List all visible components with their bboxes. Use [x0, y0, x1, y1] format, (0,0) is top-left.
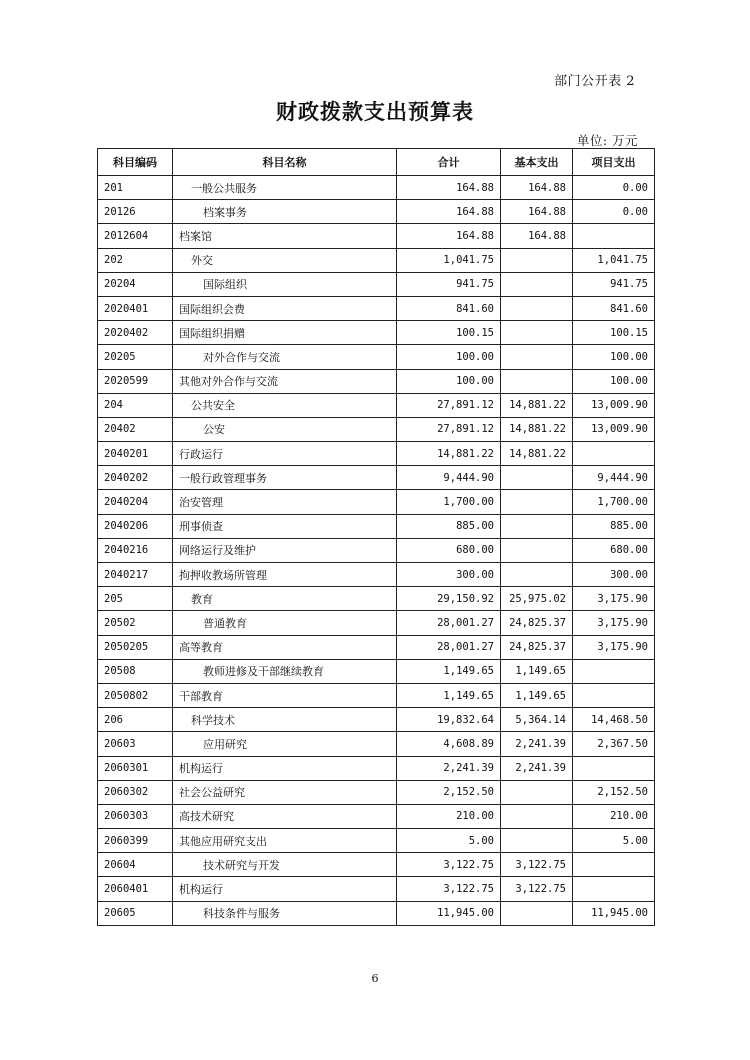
- cell-project: [573, 877, 655, 901]
- cell-total: 164.88: [397, 224, 501, 248]
- cell-name: 机构运行: [173, 756, 397, 780]
- cell-basic: [501, 901, 573, 925]
- cell-total: 841.60: [397, 296, 501, 320]
- cell-basic: [501, 296, 573, 320]
- cell-code: 204: [98, 393, 173, 417]
- cell-basic: 14,881.22: [501, 442, 573, 466]
- cell-project: 680.00: [573, 538, 655, 562]
- cell-basic: [501, 563, 573, 587]
- table-row: [98, 224, 655, 248]
- table-row: [98, 756, 655, 780]
- cell-code: 2040202: [98, 466, 173, 490]
- column-header-project: 项目支出: [573, 149, 655, 176]
- cell-total: 164.88: [397, 176, 501, 200]
- cell-total: 29,150.92: [397, 587, 501, 611]
- cell-code: 202: [98, 248, 173, 272]
- cell-total: 300.00: [397, 563, 501, 587]
- cell-project: [573, 442, 655, 466]
- cell-project: 1,041.75: [573, 248, 655, 272]
- cell-basic: [501, 780, 573, 804]
- cell-name: 拘押收教场所管理: [173, 563, 397, 587]
- cell-code: 2060399: [98, 829, 173, 853]
- table-row: [98, 200, 655, 224]
- cell-total: 1,149.65: [397, 659, 501, 683]
- table-row: [98, 514, 655, 538]
- cell-basic: [501, 369, 573, 393]
- cell-code: 2020402: [98, 321, 173, 345]
- cell-total: 1,149.65: [397, 683, 501, 707]
- cell-name: 高技术研究: [173, 804, 397, 828]
- cell-code: 205: [98, 587, 173, 611]
- cell-code: 2060303: [98, 804, 173, 828]
- cell-project: 5.00: [573, 829, 655, 853]
- table-row: [98, 587, 655, 611]
- cell-basic: [501, 345, 573, 369]
- cell-total: 100.15: [397, 321, 501, 345]
- cell-basic: [501, 272, 573, 296]
- cell-basic: [501, 829, 573, 853]
- cell-basic: 5,364.14: [501, 708, 573, 732]
- cell-name: 行政运行: [173, 442, 397, 466]
- cell-total: 27,891.12: [397, 417, 501, 441]
- cell-basic: 3,122.75: [501, 877, 573, 901]
- cell-basic: 2,241.39: [501, 732, 573, 756]
- table-row: [98, 901, 655, 925]
- cell-total: 28,001.27: [397, 611, 501, 635]
- cell-project: 11,945.00: [573, 901, 655, 925]
- table-row: [98, 538, 655, 562]
- cell-basic: 2,241.39: [501, 756, 573, 780]
- cell-code: 2050205: [98, 635, 173, 659]
- cell-total: 1,700.00: [397, 490, 501, 514]
- table-row: [98, 635, 655, 659]
- cell-project: 841.60: [573, 296, 655, 320]
- cell-project: 210.00: [573, 804, 655, 828]
- table-row: [98, 442, 655, 466]
- page-title: 财政拨款支出预算表: [276, 99, 474, 124]
- cell-total: 885.00: [397, 514, 501, 538]
- cell-name: 社会公益研究: [173, 780, 397, 804]
- cell-basic: [501, 248, 573, 272]
- cell-total: 9,444.90: [397, 466, 501, 490]
- cell-basic: 24,825.37: [501, 611, 573, 635]
- cell-code: 2040206: [98, 514, 173, 538]
- cell-total: 14,881.22: [397, 442, 501, 466]
- table-row: [98, 732, 655, 756]
- table-row: [98, 417, 655, 441]
- cell-name: 教师进修及干部继续教育: [173, 659, 397, 683]
- cell-project: 3,175.90: [573, 587, 655, 611]
- table-header-row: [98, 149, 655, 176]
- cell-basic: 164.88: [501, 224, 573, 248]
- cell-project: 941.75: [573, 272, 655, 296]
- cell-name: 刑事侦查: [173, 514, 397, 538]
- cell-total: 210.00: [397, 804, 501, 828]
- cell-project: 3,175.90: [573, 635, 655, 659]
- cell-total: 28,001.27: [397, 635, 501, 659]
- cell-code: 2040216: [98, 538, 173, 562]
- cell-basic: [501, 490, 573, 514]
- cell-name: 机构运行: [173, 877, 397, 901]
- cell-code: 20204: [98, 272, 173, 296]
- cell-code: 2060302: [98, 780, 173, 804]
- cell-name: 科学技术: [173, 708, 397, 732]
- cell-code: 20126: [98, 200, 173, 224]
- cell-project: 0.00: [573, 176, 655, 200]
- cell-name: 治安管理: [173, 490, 397, 514]
- cell-name: 普通教育: [173, 611, 397, 635]
- cell-project: 3,175.90: [573, 611, 655, 635]
- cell-name: 一般公共服务: [173, 176, 397, 200]
- cell-project: 13,009.90: [573, 417, 655, 441]
- cell-project: 1,700.00: [573, 490, 655, 514]
- cell-code: 2012604: [98, 224, 173, 248]
- table-row: [98, 321, 655, 345]
- table-row: [98, 853, 655, 877]
- cell-code: 2060301: [98, 756, 173, 780]
- cell-basic: [501, 466, 573, 490]
- page-label: 部门公开表 2: [554, 74, 635, 89]
- table-row: [98, 393, 655, 417]
- cell-total: 680.00: [397, 538, 501, 562]
- cell-name: 档案馆: [173, 224, 397, 248]
- table-row: [98, 369, 655, 393]
- table-row: [98, 272, 655, 296]
- cell-basic: 1,149.65: [501, 683, 573, 707]
- cell-total: 11,945.00: [397, 901, 501, 925]
- cell-total: 2,241.39: [397, 756, 501, 780]
- cell-code: 2040217: [98, 563, 173, 587]
- cell-code: 2050802: [98, 683, 173, 707]
- cell-name: 网络运行及维护: [173, 538, 397, 562]
- cell-name: 国际组织会费: [173, 296, 397, 320]
- cell-name: 外交: [173, 248, 397, 272]
- cell-name: 公安: [173, 417, 397, 441]
- table-row: [98, 780, 655, 804]
- cell-total: 100.00: [397, 345, 501, 369]
- cell-code: 2040204: [98, 490, 173, 514]
- cell-basic: 24,825.37: [501, 635, 573, 659]
- table-row: [98, 466, 655, 490]
- cell-name: 干部教育: [173, 683, 397, 707]
- cell-code: 2020599: [98, 369, 173, 393]
- cell-project: 0.00: [573, 200, 655, 224]
- cell-project: [573, 224, 655, 248]
- cell-project: [573, 756, 655, 780]
- cell-name: 技术研究与开发: [173, 853, 397, 877]
- table-row: [98, 659, 655, 683]
- cell-name: 对外合作与交流: [173, 345, 397, 369]
- table-row: [98, 345, 655, 369]
- cell-code: 20502: [98, 611, 173, 635]
- cell-code: 20603: [98, 732, 173, 756]
- table-body: [98, 176, 655, 926]
- table-row: [98, 176, 655, 200]
- cell-name: 应用研究: [173, 732, 397, 756]
- cell-name: 其他对外合作与交流: [173, 369, 397, 393]
- cell-basic: 14,881.22: [501, 417, 573, 441]
- cell-total: 5.00: [397, 829, 501, 853]
- page-number: 6: [371, 972, 379, 985]
- cell-total: 2,152.50: [397, 780, 501, 804]
- cell-basic: 1,149.65: [501, 659, 573, 683]
- cell-name: 其他应用研究支出: [173, 829, 397, 853]
- cell-code: 2040201: [98, 442, 173, 466]
- cell-project: 300.00: [573, 563, 655, 587]
- unit-label: 单位: 万元: [576, 133, 638, 148]
- cell-project: 2,152.50: [573, 780, 655, 804]
- table-row: [98, 563, 655, 587]
- table-row: [98, 490, 655, 514]
- table-row: [98, 248, 655, 272]
- cell-basic: [501, 804, 573, 828]
- cell-total: 941.75: [397, 272, 501, 296]
- cell-total: 4,608.89: [397, 732, 501, 756]
- cell-name: 国际组织捐赠: [173, 321, 397, 345]
- cell-basic: 14,881.22: [501, 393, 573, 417]
- cell-basic: 164.88: [501, 176, 573, 200]
- table-row: [98, 611, 655, 635]
- cell-name: 教育: [173, 587, 397, 611]
- column-header-total: 合计: [397, 149, 501, 176]
- cell-total: 1,041.75: [397, 248, 501, 272]
- cell-code: 20605: [98, 901, 173, 925]
- table-row: [98, 877, 655, 901]
- cell-project: 100.00: [573, 345, 655, 369]
- cell-total: 3,122.75: [397, 853, 501, 877]
- cell-name: 一般行政管理事务: [173, 466, 397, 490]
- cell-project: 100.00: [573, 369, 655, 393]
- cell-project: 13,009.90: [573, 393, 655, 417]
- cell-code: 20508: [98, 659, 173, 683]
- cell-project: 9,444.90: [573, 466, 655, 490]
- cell-project: [573, 683, 655, 707]
- cell-code: 20604: [98, 853, 173, 877]
- cell-name: 高等教育: [173, 635, 397, 659]
- table-row: [98, 683, 655, 707]
- table-row: [98, 708, 655, 732]
- cell-basic: [501, 538, 573, 562]
- cell-name: 科技条件与服务: [173, 901, 397, 925]
- cell-total: 164.88: [397, 200, 501, 224]
- cell-project: 2,367.50: [573, 732, 655, 756]
- table-row: [98, 296, 655, 320]
- cell-code: 2060401: [98, 877, 173, 901]
- cell-total: 27,891.12: [397, 393, 501, 417]
- table-row: [98, 829, 655, 853]
- cell-name: 档案事务: [173, 200, 397, 224]
- cell-code: 20402: [98, 417, 173, 441]
- cell-basic: [501, 514, 573, 538]
- cell-basic: [501, 321, 573, 345]
- table-row: [98, 804, 655, 828]
- column-header-name: 科目名称: [173, 149, 397, 176]
- cell-total: 3,122.75: [397, 877, 501, 901]
- cell-project: 14,468.50: [573, 708, 655, 732]
- column-header-code: 科目编码: [98, 149, 173, 176]
- cell-project: [573, 853, 655, 877]
- cell-basic: 3,122.75: [501, 853, 573, 877]
- cell-project: [573, 659, 655, 683]
- cell-code: 20205: [98, 345, 173, 369]
- cell-total: 19,832.64: [397, 708, 501, 732]
- cell-basic: 164.88: [501, 200, 573, 224]
- cell-code: 2020401: [98, 296, 173, 320]
- cell-project: 885.00: [573, 514, 655, 538]
- cell-code: 206: [98, 708, 173, 732]
- cell-project: 100.15: [573, 321, 655, 345]
- cell-code: 201: [98, 176, 173, 200]
- budget-table: [97, 148, 655, 926]
- column-header-basic: 基本支出: [501, 149, 573, 176]
- cell-name: 公共安全: [173, 393, 397, 417]
- cell-name: 国际组织: [173, 272, 397, 296]
- cell-total: 100.00: [397, 369, 501, 393]
- cell-basic: 25,975.02: [501, 587, 573, 611]
